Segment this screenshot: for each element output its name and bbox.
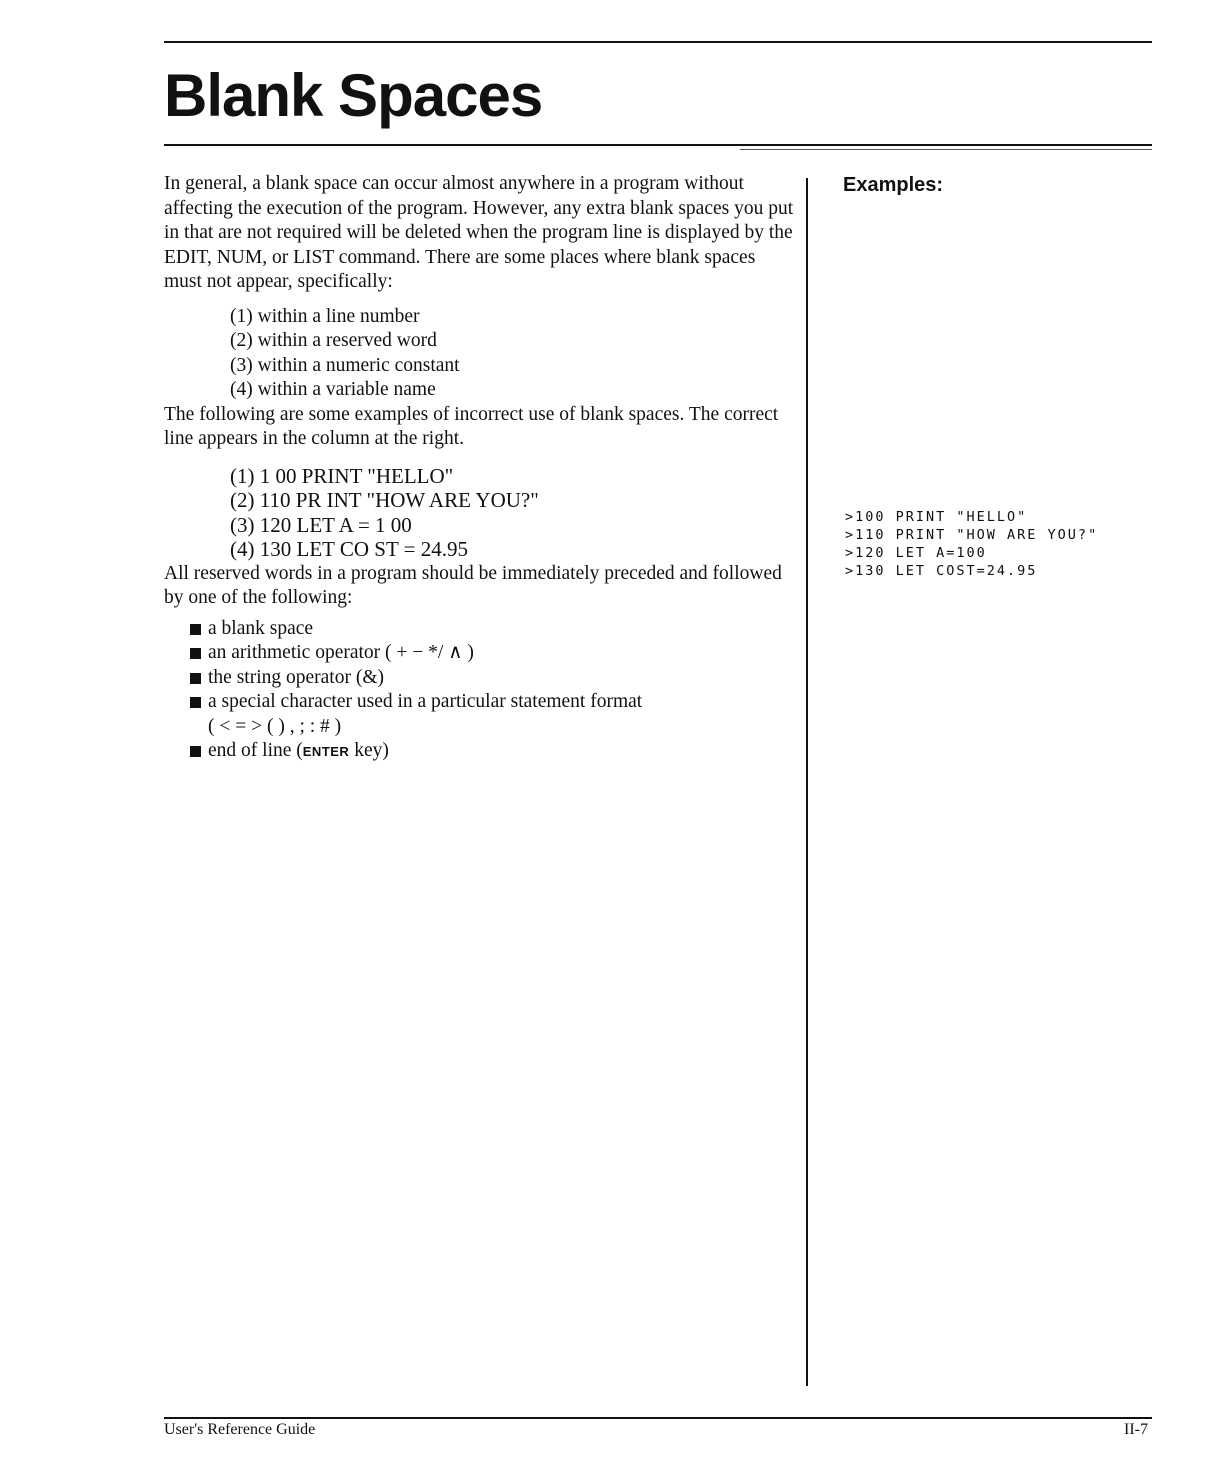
bullet-item-blank-space: a blank space <box>208 617 794 642</box>
bullet-item-end-of-line <box>208 739 794 765</box>
end-of-line-text: end of line ( <box>208 740 303 761</box>
list-item: (1) 1 00 PRINT "HELLO" <box>230 463 454 488</box>
list-item: (2) within a reserved word <box>230 330 437 351</box>
column-divider <box>806 178 808 1386</box>
list-item: (3) 120 LET A = 1 00 <box>230 512 412 537</box>
bullet-item-arithmetic: an arithmetic operator ( + − */ ∧ ) <box>208 641 794 666</box>
code-line: >120 LET A=100 <box>845 545 987 561</box>
list-item: (4) within a variable name <box>230 379 436 400</box>
list-item: (3) within a numeric constant <box>230 354 460 376</box>
bullet-item-special-character <box>208 690 794 739</box>
reserved-words-paragraph: All reserved words in a program should be immediately preceded and followed by one of the following: <box>164 562 782 608</box>
main-column <box>164 172 794 765</box>
special-character-symbols: ( < = > ( ) , ; : # ) <box>208 715 342 737</box>
intro-paragraph: In general, a blank space can occur almost anywhere in a program without affecting the execution of the program. However, any extra blank spaces you put in that are not required will be deleted when the program line is displayed by the EDIT, NUM, or LIST command. There are some places where blank spaces must not appear, specifically: <box>164 173 794 292</box>
examples-heading: Examples: <box>843 174 944 196</box>
code-block <box>845 508 1098 580</box>
list-item: (4) 130 LET CO ST = 24.95 <box>230 537 468 561</box>
code-line: >100 PRINT "HELLO" <box>845 509 1028 525</box>
code-line: >130 LET COST=24.95 <box>845 563 1038 579</box>
special-character-text: a special character used in a particular statement format <box>208 691 643 712</box>
bullet-item-string-operator: the string operator (&) <box>208 666 794 691</box>
list-item: (2) 110 PR INT "HOW ARE YOU?" <box>230 488 539 512</box>
list-item: (1) within a line number <box>230 305 420 327</box>
top-rule <box>164 41 1152 43</box>
limits-list <box>164 305 794 403</box>
bullet-list <box>164 617 794 765</box>
footer-rule <box>164 1417 1152 1419</box>
title-rule <box>164 144 1152 146</box>
footer-title: User's Reference Guide <box>164 1421 316 1438</box>
examples-intro-paragraph: The following are some examples of incorrect use of blank spaces. The correct line appears in the column at the right. <box>164 403 779 449</box>
page-number: II-7 <box>1124 1421 1148 1438</box>
title-rule-thin <box>740 149 1152 150</box>
end-of-line-suffix: key) <box>349 740 389 761</box>
page-title: Blank Spaces <box>164 62 543 129</box>
incorrect-examples-list <box>164 464 794 562</box>
enter-key-label: ENTER <box>302 744 350 759</box>
code-line: >110 PRINT "HOW ARE YOU?" <box>845 527 1099 543</box>
